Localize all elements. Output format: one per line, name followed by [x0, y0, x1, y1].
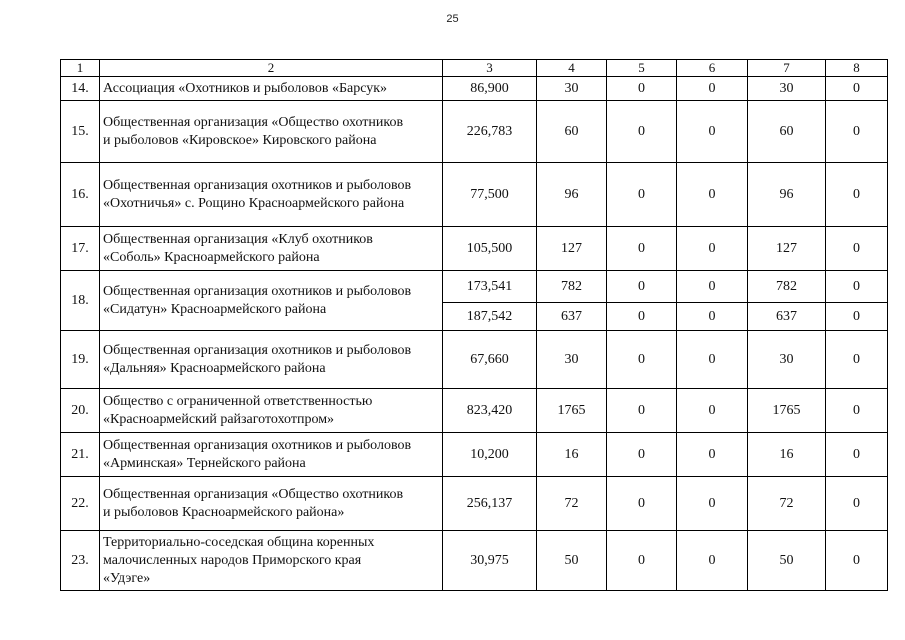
- name-line: «Арминская» Тернейского района: [103, 455, 306, 471]
- name-line: Территориально-соседская община коренных: [103, 534, 375, 550]
- cell-col-5: 0: [607, 77, 677, 101]
- name-line: малочисленных народов Приморского края: [103, 552, 362, 568]
- table-row: [61, 271, 888, 303]
- header-col-7: 7: [748, 60, 826, 77]
- cell-col-8: 0: [826, 271, 888, 303]
- cell-col-3: 256,137: [443, 477, 537, 531]
- name-line: и рыболовов «Кировское» Кировского района: [103, 132, 377, 148]
- table-row: [61, 77, 888, 101]
- row-index: 18.: [61, 271, 100, 331]
- row-index: 17.: [61, 227, 100, 271]
- name-line: Ассоциация «Охотников и рыболовов «Барсук»: [103, 80, 388, 96]
- cell-col-8: 0: [826, 101, 888, 163]
- cell-col-6: 0: [677, 101, 748, 163]
- cell-col-6: 0: [677, 77, 748, 101]
- cell-col-4: 72: [537, 477, 607, 531]
- cell-col-6: 0: [677, 477, 748, 531]
- cell-col-6: 0: [677, 389, 748, 433]
- cell-col-3: 10,200: [443, 433, 537, 477]
- cell-col-5: 0: [607, 271, 677, 303]
- table-row: [61, 163, 888, 227]
- header-col-6: 6: [677, 60, 748, 77]
- cell-col-5: 0: [607, 163, 677, 227]
- cell-col-4: 127: [537, 227, 607, 271]
- cell-col-8: 0: [826, 389, 888, 433]
- cell-col-4: 30: [537, 331, 607, 389]
- cell-col-3: 823,420: [443, 389, 537, 433]
- name-line: и рыболовов Красноармейского района»: [103, 504, 345, 520]
- cell-col-7: 782: [748, 271, 826, 303]
- cell-col-7: 16: [748, 433, 826, 477]
- cell-col-8: 0: [826, 227, 888, 271]
- cell-col-4: 96: [537, 163, 607, 227]
- table-row: [61, 477, 888, 531]
- name-line: Общество с ограниченной ответственностью: [103, 393, 373, 409]
- cell-col-8: 0: [826, 531, 888, 591]
- cell-col-4: 782: [537, 271, 607, 303]
- header-row: [61, 60, 888, 77]
- name-line: Общественная организация охотников и рыболовов: [103, 177, 412, 193]
- cell-col-8: 0: [826, 477, 888, 531]
- cell-col-7: 637: [748, 303, 826, 331]
- cell-col-3: 86,900: [443, 77, 537, 101]
- organization-name: [100, 477, 443, 531]
- cell-col-7: 60: [748, 101, 826, 163]
- table-row: [61, 101, 888, 163]
- cell-col-3: 187,542: [443, 303, 537, 331]
- name-line: «Дальняя» Красноармейского района: [103, 360, 326, 376]
- cell-col-4: 637: [537, 303, 607, 331]
- cell-col-4: 16: [537, 433, 607, 477]
- cell-col-5: 0: [607, 331, 677, 389]
- cell-col-6: 0: [677, 531, 748, 591]
- row-index: 14.: [61, 77, 100, 101]
- allocation-table: [60, 59, 888, 591]
- page-number: 25: [446, 13, 459, 25]
- cell-col-5: 0: [607, 433, 677, 477]
- cell-col-6: 0: [677, 163, 748, 227]
- cell-col-8: 0: [826, 77, 888, 101]
- table-row: [61, 531, 888, 591]
- cell-col-7: 127: [748, 227, 826, 271]
- name-line: «Удэге»: [103, 570, 151, 586]
- header-col-8: 8: [826, 60, 888, 77]
- name-line: «Красноармейский райзаготохотпром»: [103, 411, 335, 427]
- header-col-3: 3: [443, 60, 537, 77]
- cell-col-6: 0: [677, 433, 748, 477]
- cell-col-8: 0: [826, 303, 888, 331]
- cell-col-7: 30: [748, 331, 826, 389]
- name-line: Общественная организация «Общество охотников: [103, 114, 404, 130]
- organization-name: [100, 389, 443, 433]
- cell-col-3: 67,660: [443, 331, 537, 389]
- cell-col-7: 30: [748, 77, 826, 101]
- cell-col-3: 173,541: [443, 271, 537, 303]
- cell-col-5: 0: [607, 101, 677, 163]
- name-line: «Соболь» Красноармейского района: [103, 249, 320, 265]
- name-line: Общественная организация охотников и рыболовов: [103, 437, 412, 453]
- organization-name: [100, 163, 443, 227]
- cell-col-3: 77,500: [443, 163, 537, 227]
- cell-col-7: 50: [748, 531, 826, 591]
- organization-name: [100, 433, 443, 477]
- cell-col-4: 60: [537, 101, 607, 163]
- header-col-2: 2: [100, 60, 443, 77]
- cell-col-5: 0: [607, 227, 677, 271]
- cell-col-4: 50: [537, 531, 607, 591]
- row-index: 20.: [61, 389, 100, 433]
- name-line: «Сидатун» Красноармейского района: [103, 301, 327, 317]
- name-line: Общественная организация охотников и рыболовов: [103, 342, 412, 358]
- cell-col-5: 0: [607, 389, 677, 433]
- header-col-1: 1: [61, 60, 100, 77]
- organization-name: [100, 227, 443, 271]
- cell-col-6: 0: [677, 227, 748, 271]
- organization-name: [100, 531, 443, 591]
- cell-col-5: 0: [607, 531, 677, 591]
- row-index: 21.: [61, 433, 100, 477]
- row-index: 16.: [61, 163, 100, 227]
- cell-col-8: 0: [826, 163, 888, 227]
- cell-col-5: 0: [607, 477, 677, 531]
- cell-col-8: 0: [826, 331, 888, 389]
- table-row: [61, 227, 888, 271]
- name-line: «Охотничья» с. Рощино Красноармейского района: [103, 195, 405, 211]
- organization-name: [100, 271, 443, 331]
- cell-col-6: 0: [677, 271, 748, 303]
- cell-col-3: 226,783: [443, 101, 537, 163]
- cell-col-7: 96: [748, 163, 826, 227]
- table-row: [61, 389, 888, 433]
- name-line: Общественная организация «Общество охотников: [103, 486, 404, 502]
- row-index: 15.: [61, 101, 100, 163]
- organization-name: [100, 101, 443, 163]
- table-row: [61, 331, 888, 389]
- row-index: 23.: [61, 531, 100, 591]
- cell-col-6: 0: [677, 303, 748, 331]
- cell-col-7: 1765: [748, 389, 826, 433]
- name-line: Общественная организация охотников и рыболовов: [103, 283, 412, 299]
- table-row: [61, 433, 888, 477]
- cell-col-4: 30: [537, 77, 607, 101]
- cell-col-8: 0: [826, 433, 888, 477]
- cell-col-3: 105,500: [443, 227, 537, 271]
- cell-col-6: 0: [677, 331, 748, 389]
- cell-col-7: 72: [748, 477, 826, 531]
- cell-col-5: 0: [607, 303, 677, 331]
- cell-col-3: 30,975: [443, 531, 537, 591]
- header-col-5: 5: [607, 60, 677, 77]
- row-index: 19.: [61, 331, 100, 389]
- organization-name: [100, 77, 443, 101]
- header-col-4: 4: [537, 60, 607, 77]
- row-index: 22.: [61, 477, 100, 531]
- cell-col-4: 1765: [537, 389, 607, 433]
- name-line: Общественная организация «Клуб охотников: [103, 231, 373, 247]
- organization-name: [100, 331, 443, 389]
